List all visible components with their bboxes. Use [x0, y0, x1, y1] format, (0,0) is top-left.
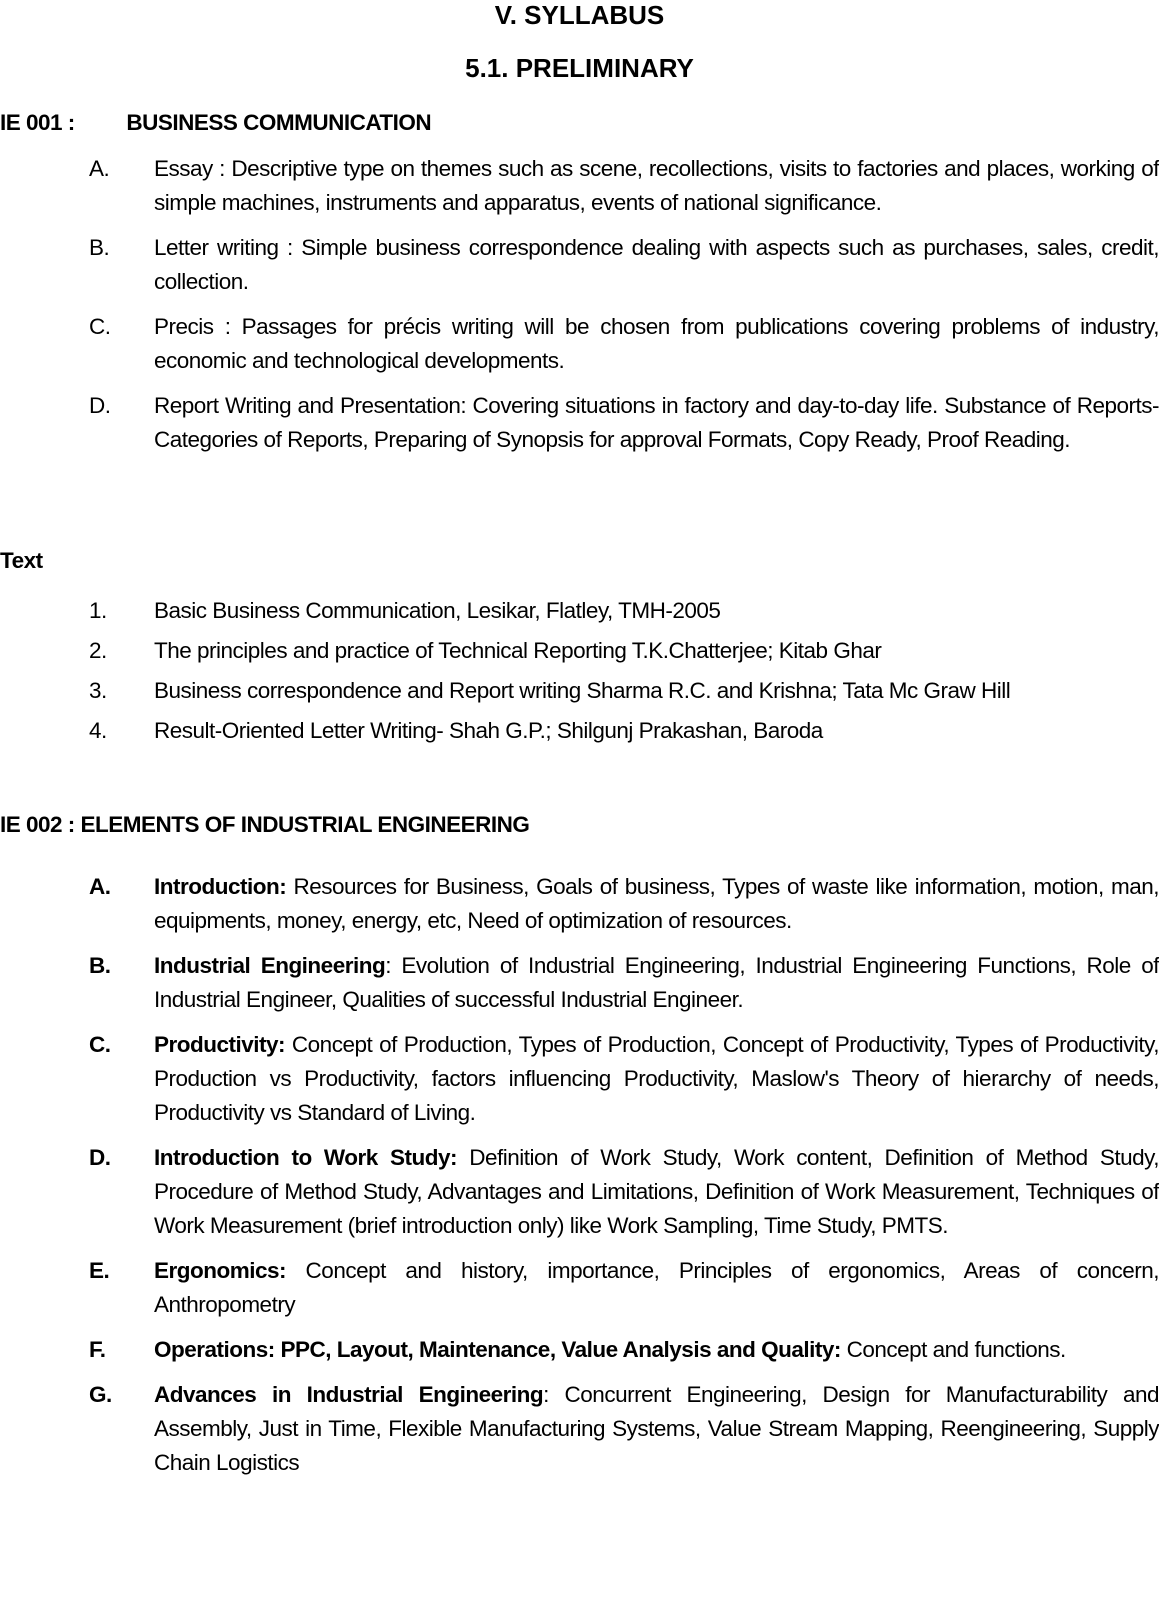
item-marker: D. — [89, 1145, 111, 1170]
item-description: : Concurrent Engineering, Design for Manufacturability and Assembly, Just in Time, Flexible Manufacturing Systems, Value Stream Mapping, Reengineering, Supply Chain Logistics — [154, 1382, 1159, 1475]
item-marker: E. — [89, 1258, 110, 1283]
item-keyword: Introduction: — [154, 874, 287, 899]
item-marker: 2. — [89, 638, 107, 663]
item-description: Concept and history, importance, Principles of ergonomics, Areas of concern, Anthropometry — [154, 1258, 1159, 1317]
list-item — [0, 1028, 1159, 1130]
list-item — [0, 714, 1159, 748]
course-2-topics — [0, 870, 1159, 1480]
section-title: V. SYLLABUS — [494, 0, 665, 30]
list-item — [0, 594, 1159, 628]
item-marker: A. — [89, 874, 111, 899]
course-1-texts — [0, 594, 1159, 748]
item-description: Concept of Production, Types of Production, Concept of Productivity, Types of Productivity, Production vs Productivity, factors influencing Productivity, Maslow's Theory of hierarchy of needs, Productivity vs Standard of Living. — [154, 1032, 1159, 1125]
item-description: Resources for Business, Goals of business, Types of waste like information, motion, man, equipments, money, energy, etc, Need of optimization of resources. — [154, 874, 1159, 933]
item-text — [154, 1378, 1159, 1480]
item-keyword: Ergonomics: — [154, 1258, 287, 1283]
item-keyword: Operations: PPC, Layout, Maintenance, Value Analysis and Quality: — [154, 1337, 841, 1362]
course-2-heading: IE 002 : ELEMENTS OF INDUSTRIAL ENGINEERING — [0, 812, 530, 837]
item-marker: 1. — [89, 598, 107, 623]
item-text: Basic Business Communication, Lesikar, Flatley, TMH-2005 — [154, 598, 721, 623]
item-marker: G. — [89, 1382, 112, 1407]
list-item — [0, 152, 1159, 220]
course-1-topics — [0, 152, 1159, 457]
item-text: Result-Oriented Letter Writing- Shah G.P.; Shilgunj Prakashan, Baroda — [154, 718, 823, 743]
item-marker: 3. — [89, 678, 107, 703]
list-item — [0, 949, 1159, 1017]
item-text: Report Writing and Presentation: Covering situations in factory and day-to-day life. Substance of Reports-Categories of Reports, Preparing of Synopsis for approval Formats, Copy Ready, Proof Reading. — [154, 393, 1159, 452]
item-text: The principles and practice of Technical Reporting T.K.Chatterjee; Kitab Ghar — [154, 638, 882, 663]
course-1-header — [0, 110, 431, 136]
item-marker: F. — [89, 1337, 106, 1362]
item-marker: 4. — [89, 718, 107, 743]
list-item — [0, 870, 1159, 938]
item-text — [154, 1254, 1159, 1322]
list-item — [0, 674, 1159, 708]
item-text — [154, 1333, 1159, 1367]
item-text — [154, 1141, 1159, 1243]
list-item — [0, 231, 1159, 299]
item-marker: A. — [89, 156, 110, 181]
item-marker: B. — [89, 953, 111, 978]
list-item — [0, 1141, 1159, 1243]
item-text — [154, 1028, 1159, 1130]
list-item — [0, 1378, 1159, 1480]
list-item — [0, 310, 1159, 378]
item-text: Precis : Passages for précis writing will be chosen from publications covering problems of industry, economic and technological developments. — [154, 314, 1159, 373]
item-text: Letter writing : Simple business correspondence dealing with aspects such as purchases, sales, credit, collection. — [154, 235, 1159, 294]
item-keyword: Advances in Industrial Engineering — [154, 1382, 544, 1407]
course-1-code: IE 001 : — [0, 110, 75, 135]
item-keyword: Industrial Engineering — [154, 953, 386, 978]
item-description: : Evolution of Industrial Engineering, Industrial Engineering Functions, Role of Industrial Engineer, Qualities of successful Industrial Engineer. — [154, 953, 1159, 1012]
item-text: Business correspondence and Report writing Sharma R.C. and Krishna; Tata Mc Graw Hill — [154, 678, 1011, 703]
item-description: Concept and functions. — [840, 1337, 1066, 1362]
item-marker: C. — [89, 1032, 111, 1057]
item-text — [154, 870, 1159, 938]
list-item — [0, 389, 1159, 457]
item-text: Essay : Descriptive type on themes such as scene, recollections, visits to factories and places, working of simple machines, instruments and apparatus, events of national significance. — [154, 156, 1159, 215]
item-description: Definition of Work Study, Work content, Definition of Method Study, Procedure of Method Study, Advantages and Limitations, Definition of Work Measurement, Techniques of Work Measurement (brief introduction only) like Work Sampling, Time Study, PMTS. — [154, 1145, 1159, 1238]
course-1-title: BUSINESS COMMUNICATION — [126, 110, 432, 135]
item-marker: B. — [89, 235, 110, 260]
list-item — [0, 1254, 1159, 1322]
item-keyword: Productivity: — [154, 1032, 286, 1057]
subsection-title: 5.1. PRELIMINARY — [465, 53, 694, 83]
item-marker: D. — [89, 393, 111, 418]
list-item — [0, 1333, 1159, 1367]
item-text — [154, 949, 1159, 1017]
item-keyword: Introduction to Work Study: — [154, 1145, 457, 1170]
text-heading: Text — [0, 548, 43, 573]
list-item — [0, 634, 1159, 668]
item-marker: C. — [89, 314, 111, 339]
